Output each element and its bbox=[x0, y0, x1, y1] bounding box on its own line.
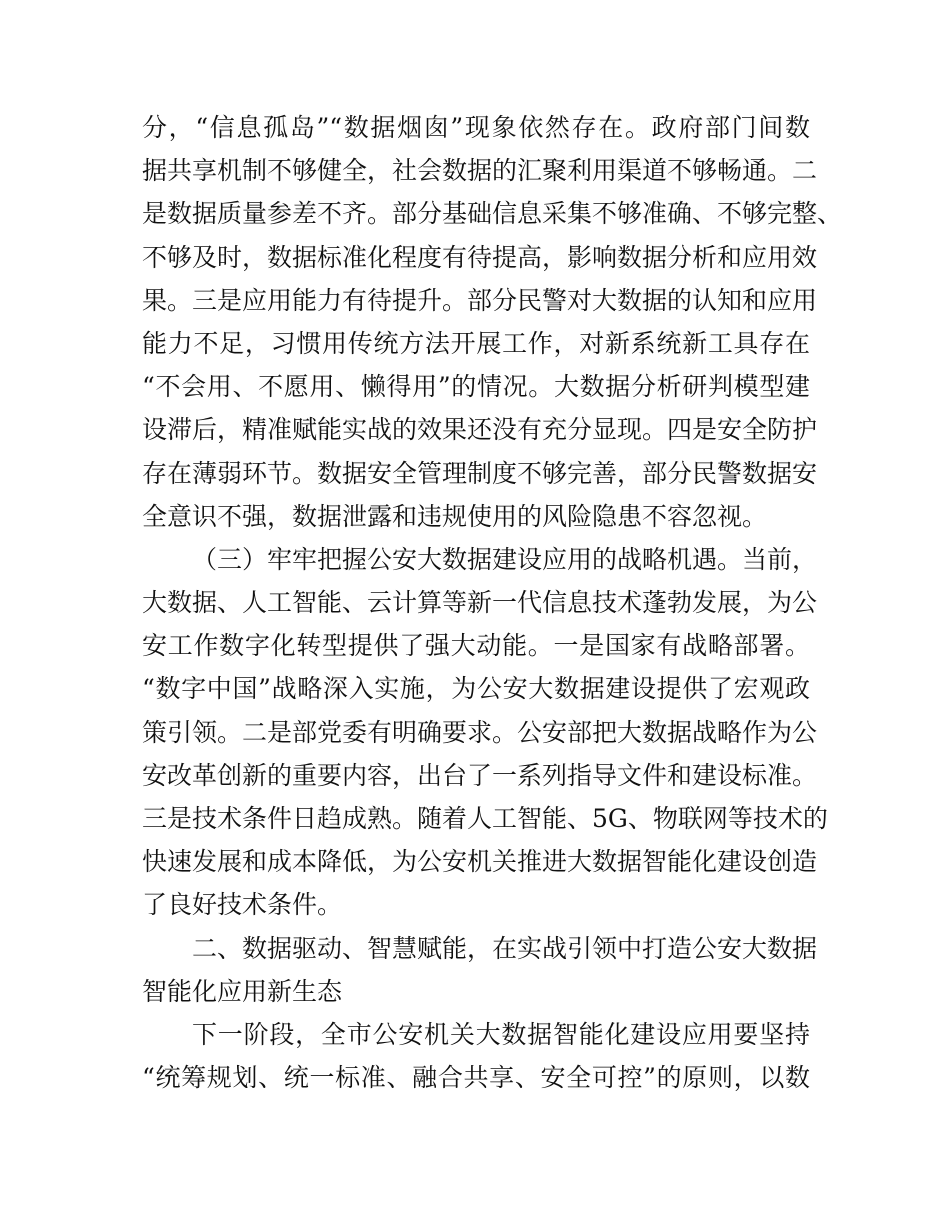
text-line: 了良好技术条件。 bbox=[142, 890, 343, 920]
paragraph-next-stage bbox=[142, 1013, 810, 1099]
text-line: 快速发展和成本降低，为公安机关推进大数据智能化建设创造 bbox=[142, 847, 818, 877]
text-line: 下一阶段，全市公安机关大数据智能化建设应用要坚持 bbox=[192, 1019, 810, 1049]
text-line: “数字中国”战略深入实施，为公安大数据建设提供了宏观政 bbox=[142, 674, 810, 704]
heading-line: 二、数据驱动、智慧赋能，在实战引领中打造公安大数据 bbox=[192, 933, 818, 963]
text-line: 果。三是应用能力有待提升。部分民警对大数据的认知和应用 bbox=[142, 285, 818, 315]
section-heading-two bbox=[142, 927, 818, 1013]
text-line: 策引领。二是部党委有明确要求。公安部把大数据战略作为公 bbox=[142, 717, 818, 747]
text-line: （三）牢牢把握公安大数据建设应用的战略机遇。当前， bbox=[192, 544, 818, 574]
text-line: 分，“信息孤岛”“数据烟囱”现象依然存在。政府部门间数 bbox=[142, 113, 810, 142]
text-line: 是数据质量参差不齐。部分基础信息采集不够准确、不够完整、 bbox=[142, 199, 843, 229]
text-line: 不够及时，数据标准化程度有待提高，影响数据分析和应用效 bbox=[142, 242, 818, 272]
text-line: 全意识不强，数据泄露和违规使用的风险隐患不容忽视。 bbox=[142, 501, 768, 531]
text-line: “不会用、不愿用、懒得用”的情况。大数据分析研判模型建 bbox=[142, 372, 810, 402]
paragraph-strategic-opportunity bbox=[142, 538, 828, 927]
text-line: 设滞后，精准赋能实战的效果还没有充分显现。四是安全防护 bbox=[142, 415, 818, 445]
text-line: 存在薄弱环节。数据安全管理制度不够完善，部分民警数据安 bbox=[142, 458, 818, 488]
text-line: 大数据、人工智能、云计算等新一代信息技术蓬勃发展，为公 bbox=[142, 588, 818, 618]
text-line: “统筹规划、统一标准、融合共享、安全可控”的原则，以数 bbox=[142, 1063, 810, 1093]
text-line: 据共享机制不够健全，社会数据的汇聚利用渠道不够畅通。二 bbox=[142, 156, 818, 186]
text-line: 安改革创新的重要内容，出台了一系列指导文件和建设标准。 bbox=[142, 760, 818, 790]
heading-line: 智能化应用新生态 bbox=[142, 976, 343, 1006]
document-body bbox=[142, 106, 843, 1099]
text-line: 三是技术条件日趋成熟。随着人工智能、5G、物联网等技术的 bbox=[142, 804, 828, 833]
text-line: 安工作数字化转型提供了强大动能。一是国家有战略部署。 bbox=[142, 631, 810, 661]
text-line: 能力不足，习惯用传统方法开展工作，对新系统新工具存在 bbox=[142, 328, 810, 358]
paragraph-problems-continued bbox=[142, 106, 843, 538]
